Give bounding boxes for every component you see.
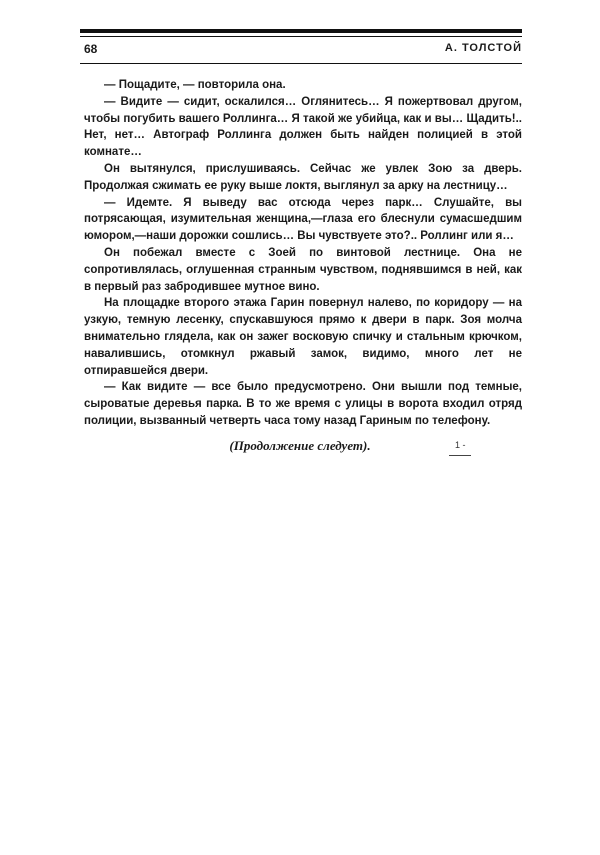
paragraph: — Видите — сидит, оскалился… Оглянитесь… Я пожертвовал другом, чтобы погубить вашего Роллинга… Я такой же убийца, как и вы… Щадить!.. Нет, нет… Автограф Роллинга должен быть найден полицией в этой комнате… xyxy=(84,95,522,159)
to-be-continued: (Продолжение следует). xyxy=(229,438,371,453)
paragraph: На площадке второго этажа Гарин повернул налево, по коридору — на узкую, темную лесенку, спускавшуюся прямо к двери в парк. Зоя молча внимательно глядела, как он зажег восковую спичку и стальным крючком, навалившись, отомкнул ржавый замок, видимо, много лет не отпиравшейся двери. xyxy=(84,297,522,377)
paragraph: Он побежал вместе с Зоей по винтовой лестнице. Она не сопротивлялась, оглушенная странным чувством, поднявшимся в ней, как в первый раз забродившее мутное вино. xyxy=(84,246,522,293)
header-rule-thick xyxy=(80,29,522,33)
margin-mark: 1 - xyxy=(455,440,466,450)
paragraph: — Пощадите, — повторила она. xyxy=(104,79,286,91)
page-number: 68 xyxy=(84,42,98,56)
paragraph: — Как видите — все было предусмотрено. Они вышли под темные, сыроватые деревья парка. В то же время с улицы в ворота входил отряд полиции, вызванный четверть часа тому назад Гариным по телефону. xyxy=(84,381,522,427)
running-header-author: А. ТОЛСТОЙ xyxy=(444,42,522,54)
body-text xyxy=(84,77,522,430)
paragraph: Он вытянулся, прислушиваясь. Сейчас же увлек Зою за дверь. Продолжая сжимать ее руку выше локтя, выглянул за арку на лестницу… xyxy=(84,162,522,192)
header-rule-thin xyxy=(80,36,522,37)
paragraph: — Идемте. Я выведу вас отсюда через парк… Слушайте, вы потрясающая, изумительная женщина,—глаза его блеснули сумасшедшим юмором,—наши дорожки сошлись… Вы чувствуете это?.. Роллинг или я… xyxy=(84,196,522,243)
margin-mark-line xyxy=(449,455,471,456)
header-rule-under xyxy=(80,63,522,64)
